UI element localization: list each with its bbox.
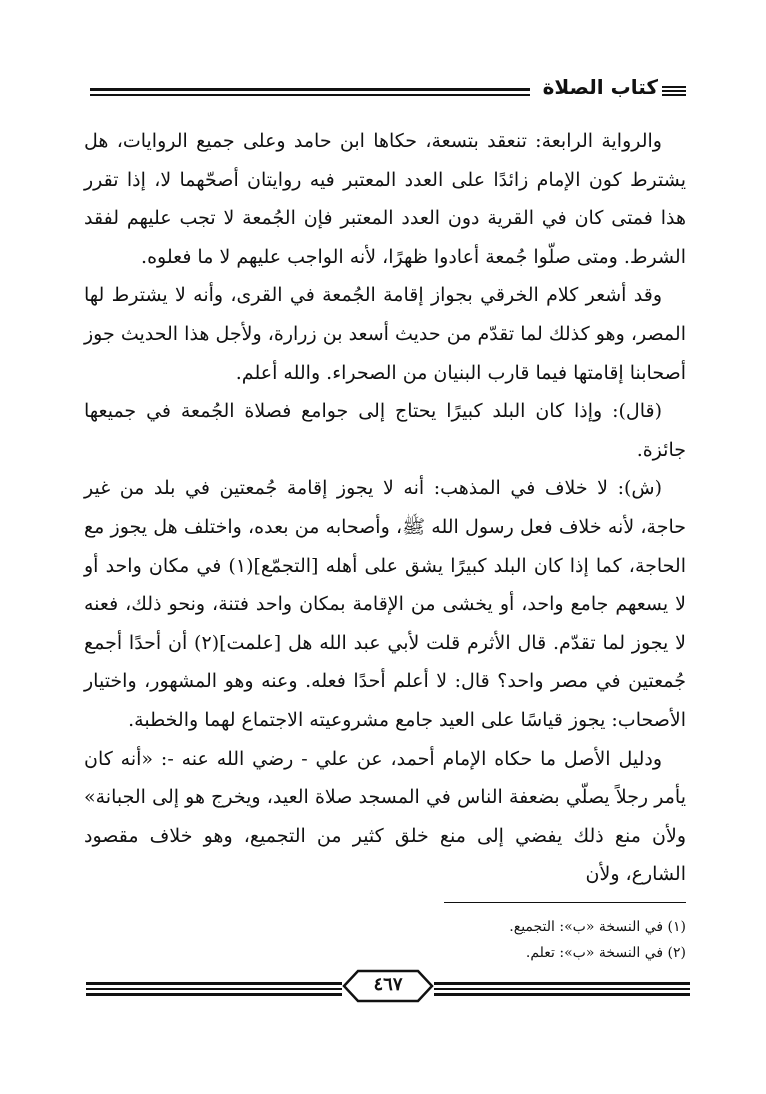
chapter-title: كتاب الصلاة: [542, 75, 658, 99]
page-footer: [86, 968, 690, 1008]
main-text: [84, 122, 686, 894]
page-number: ٤٦٧: [373, 974, 403, 995]
paragraph-2: وقد أشعر كلام الخرقي بجواز إقامة الجُمعة في القرى، وأنه لا يشترط لها المصر، وهو كذلك لما تقدّم من حديث أسعد بن زرارة، ولأجل هذا الحديث جوز أصحابنا إقامتها فيما قارب البنيان من الصحراء. والله أعلم.: [84, 284, 686, 384]
paragraph-1: والرواية الرابعة: تنعقد بتسعة، حكاها ابن حامد وعلى جميع الروايات، هل يشترط كون الإمام زائدًا على العدد المعتبر فيه روايتان أصحّهما لا، إذا تقرر هذا فمتى كان في القرية دون العدد المعتبر فإن الجُمعة لا تجب عليهم لفقد الشرط. ومتى صلّوا جُمعة أعادوا ظهرًا، لأنه الواجب عليهم لا ما فعلوه.: [84, 130, 686, 268]
paragraph-3: (قال): وإذا كان البلد كبيرًا يحتاج إلى جوامع فصلاة الجُمعة في جميعها جائزة.: [84, 400, 686, 461]
footnote-separator: [444, 902, 686, 903]
page-number-badge: [342, 968, 434, 1004]
paragraph-5: ودليل الأصل ما حكاه الإمام أحمد، عن علي - رضي الله عنه -: «أنه كان يأمر رجلاً يصلّي بضعفة الناس في المسجد صلاة العيد، ويخرج هو إلى الجبانة» ولأن منع ذلك يفضي إلى منع خلق كثير من التجميع، وهو خلاف مقصود الشارع، ولأن: [84, 747, 686, 886]
footnote-2: (٢) في النسخة «ب»: تعلم.: [525, 945, 686, 961]
paragraph-4: (ش): لا خلاف في المذهب: أنه لا يجوز إقامة جُمعتين في بلد من غير حاجة، لأنه خلاف فعل رسول الله ﷺ، وأصحابه من بعده، واختلف هل يجوز مع الحاجة، كما إذا كان البلد كبيرًا يشق على أهله [التجمّع](١) في مكان واحد أو لا يسعهم جامع واحد، أو يخشى من الإقامة بمكان واحد فتنة، ونحو ذلك، فعنه لا يجوز لما تقدّم. قال الأثرم قلت لأبي عبد الله هل [علمت](٢) أن أحدًا أجمع جُمعتين في مصر واحد؟ قال: لا أعلم أحدًا فعله. وعنه وهو المشهور، واختيار الأصحاب: يجوز قياسًا على العيد جامع مشروعيته الاجتماع لهما والخطبة.: [84, 477, 686, 731]
running-header: [90, 75, 686, 110]
footnote-1: (١) في النسخة «ب»: التجميع.: [509, 919, 686, 935]
footnotes: [380, 914, 686, 966]
header-ornament: [662, 86, 686, 97]
